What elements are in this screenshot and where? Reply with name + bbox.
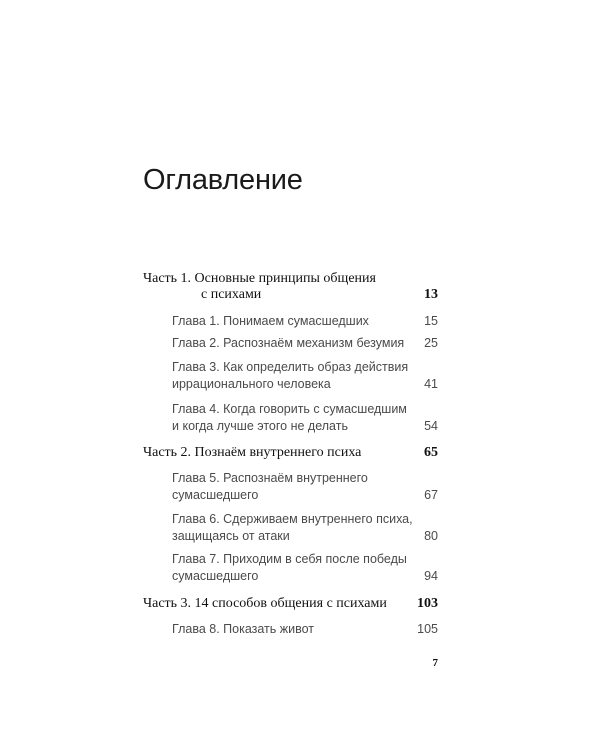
- toc-chapter-title-line-1: Глава 4. Когда говорить с сумасшедшим: [172, 402, 407, 416]
- toc-page-number: 15: [424, 314, 438, 328]
- toc-chapter-title-line-1: Глава 7. Приходим в себя после победы: [172, 552, 407, 566]
- page-number-footer: 7: [432, 657, 438, 669]
- toc-chapter-title-line-1: Глава 2. Распознаём механизм безумия: [172, 336, 405, 350]
- toc-chapter-title-line-2: сумасшедшего: [172, 488, 259, 502]
- page-title: Оглавление: [143, 164, 303, 196]
- toc-chapter-title-line-1: Глава 8. Показать живот: [172, 622, 314, 636]
- toc-part-title-line-1: Часть 2. Познаём внутреннего психа: [143, 445, 362, 460]
- toc-page-number: 54: [424, 419, 438, 433]
- toc-chapter-title-line-2: сумасшедшего: [172, 569, 259, 583]
- toc-part-title-line-1: Часть 3. 14 способов общения с психами: [143, 596, 387, 611]
- toc-part-title-line-2: с психами: [201, 287, 262, 302]
- toc-page-number: 67: [424, 488, 438, 502]
- toc-page-number: 94: [424, 569, 438, 583]
- toc-chapter-title-line-2: иррационального человека: [172, 377, 331, 391]
- toc-page-number: 103: [417, 596, 438, 611]
- toc-chapter-title-line-2: защищаясь от атаки: [172, 529, 290, 543]
- toc-page-number: 80: [424, 529, 438, 543]
- toc-page-number: 65: [424, 445, 438, 460]
- toc-page-number: 105: [417, 622, 438, 636]
- toc-page-number: 41: [424, 377, 438, 391]
- toc-chapter-title-line-1: Глава 3. Как определить образ действия: [172, 360, 409, 374]
- toc-chapter-title-line-2: и когда лучше этого не делать: [172, 419, 348, 433]
- toc-page-number: 25: [424, 336, 438, 350]
- toc-chapter-title-line-1: Глава 5. Распознаём внутреннего: [172, 471, 368, 485]
- toc-part-title-line-1: Часть 1. Основные принципы общения: [143, 271, 376, 286]
- toc-page-number: 13: [424, 287, 438, 302]
- toc-chapter-title-line-1: Глава 1. Понимаем сумасшедших: [172, 314, 369, 328]
- toc-chapter-title-line-1: Глава 6. Сдерживаем внутреннего психа,: [172, 512, 413, 526]
